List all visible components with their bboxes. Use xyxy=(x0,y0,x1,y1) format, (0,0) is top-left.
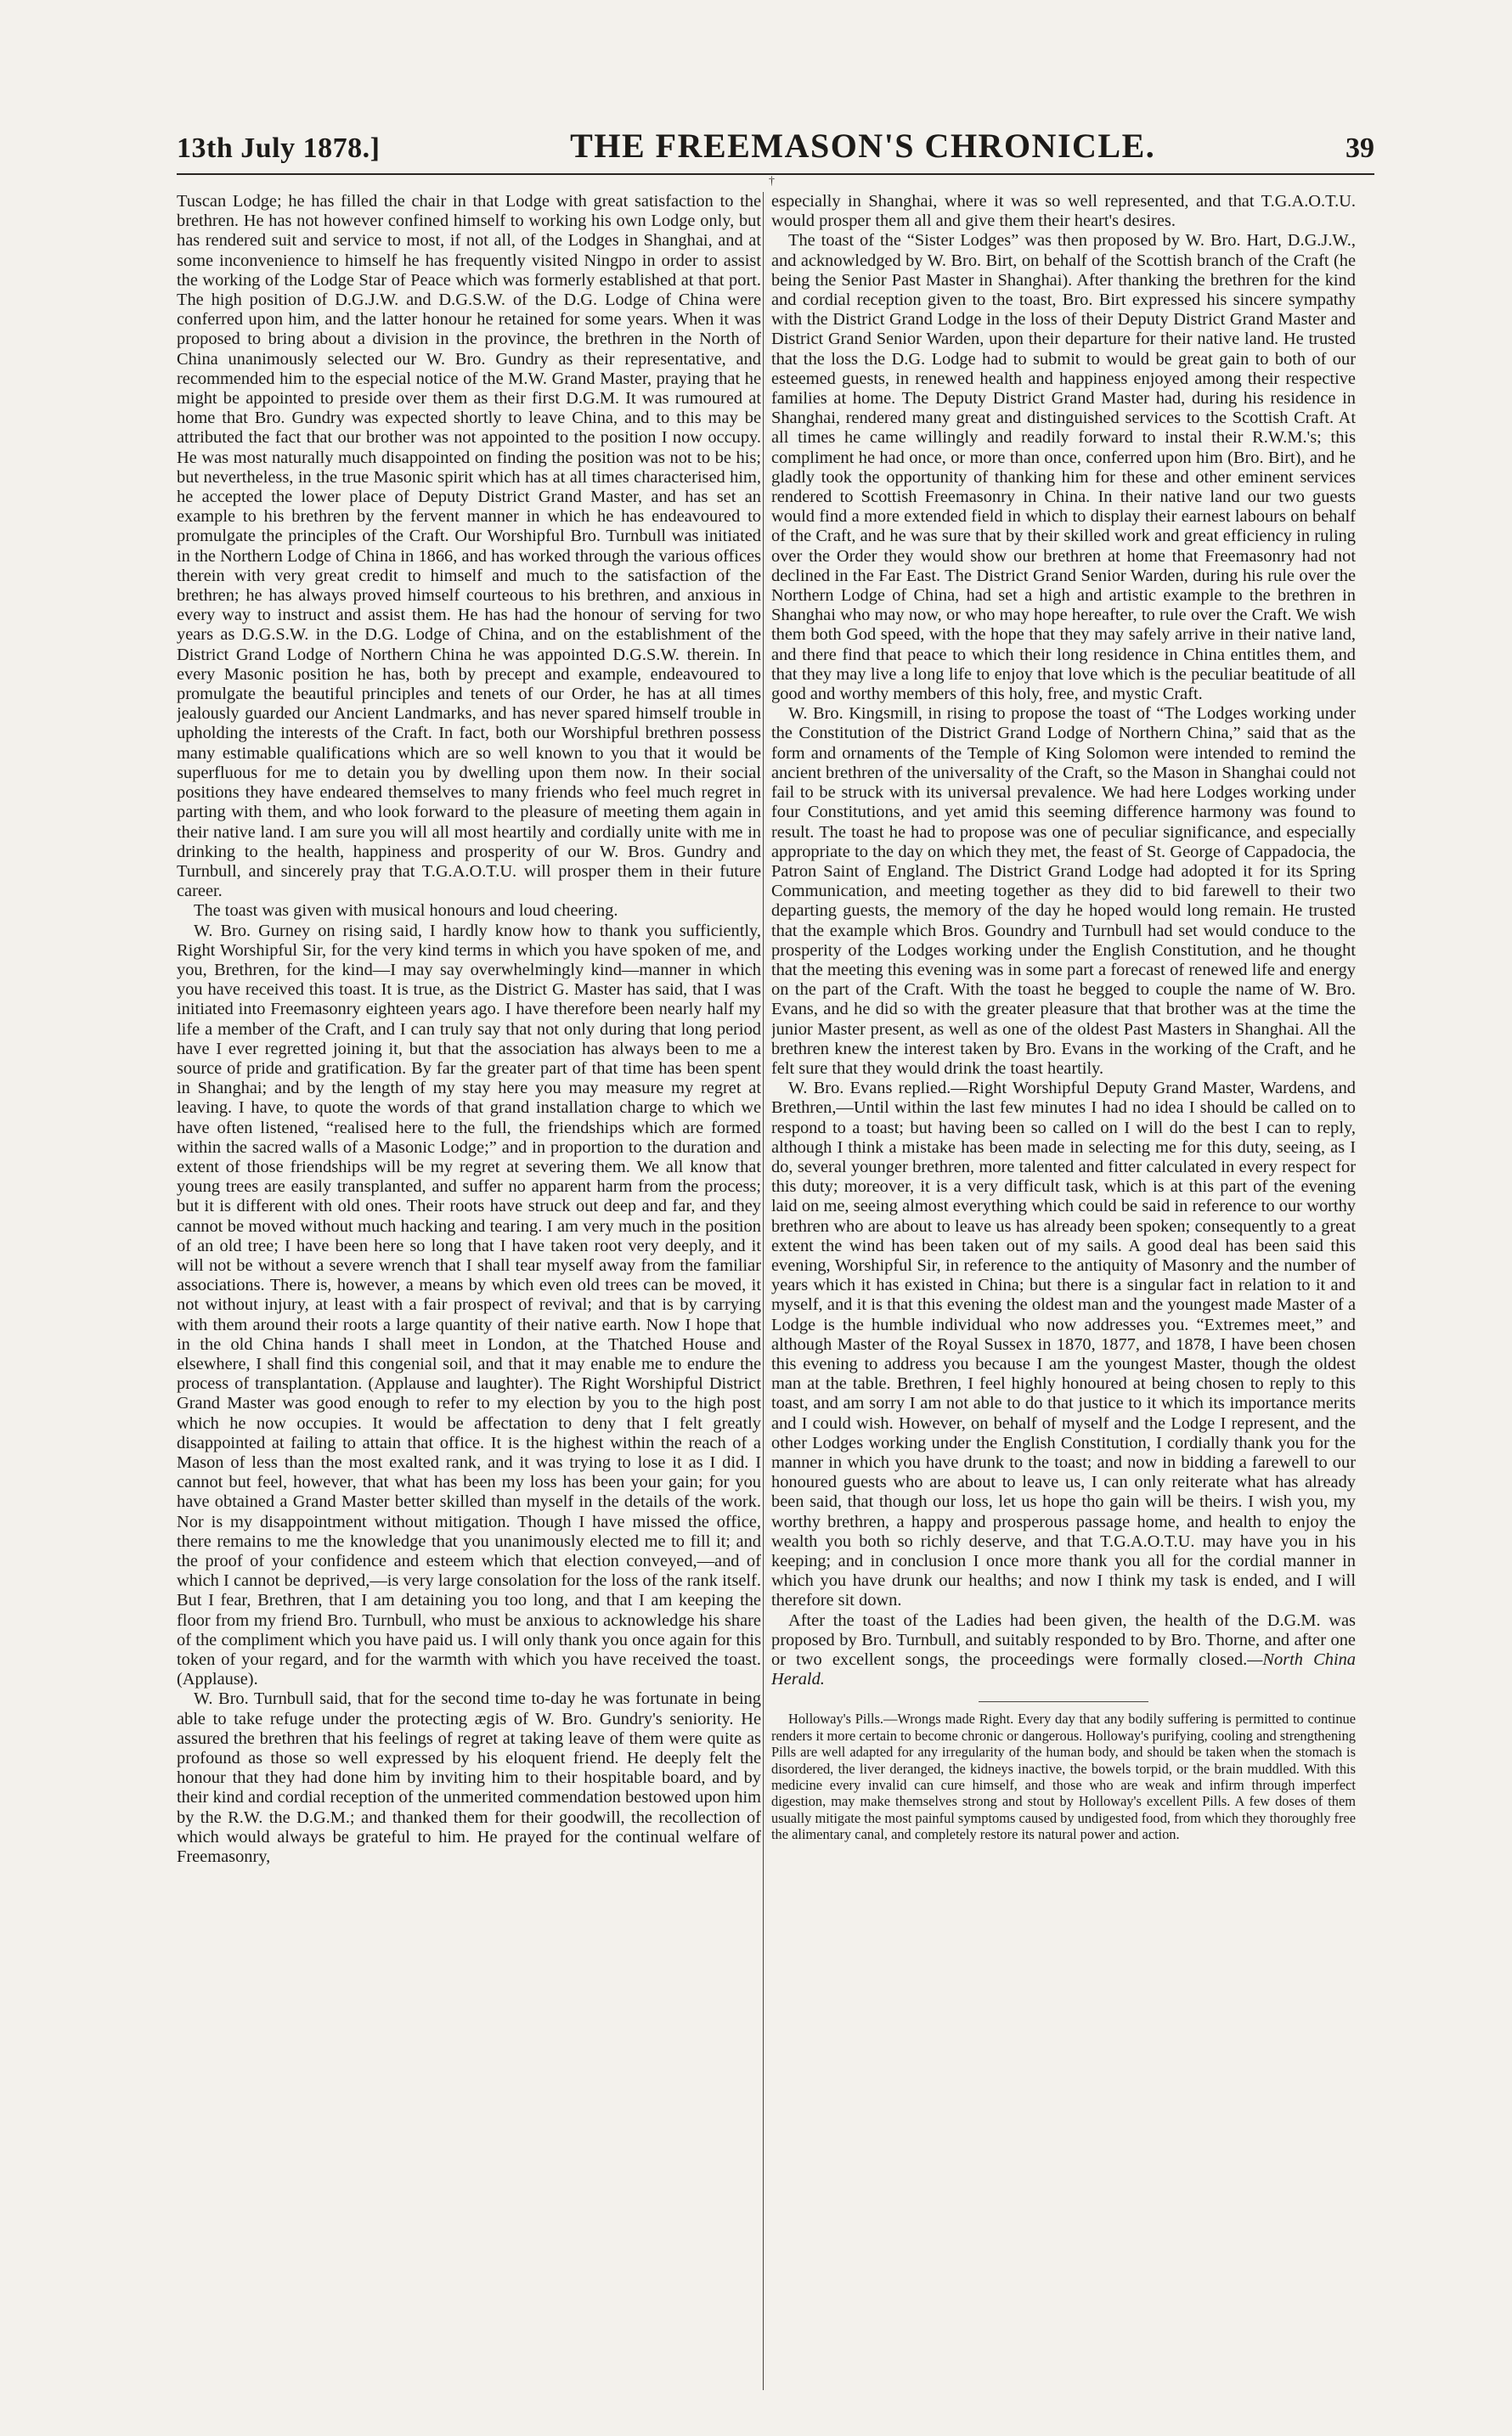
source-credit: —North China Herald. xyxy=(771,1650,1356,1689)
left-paragraph-1: Tuscan Lodge; he has filled the chair in that Lodge with great satisfaction to the brethren. He has not however confined himself to working his own Lodge only, but has rendered suit and service to most, if not all, of the Lodges in Shanghai, and at some inconvenience to himself he has frequently visited Ningpo in order to assist the working of the Lodge Star of Peace which was formerly established at that port. The high position of D.G.J.W. and D.G.S.W. of the D.G. Lodge of China were conferred upon him, and the latter honour he retained for some years. When it was proposed to bring about a division in the province, the brethren in the North of China unanimously selected our W. Bro. Gundry as their representative, and recommended him to the especial notice of the M.W. Grand Master, praying that he might be appointed to preside over them as their first D.G.M. It was rumoured at home that Bro. Gundry was expected shortly to leave China, and to this may be attributed the fact that our brother was not appointed to the position I now occupy. He was most naturally much disappointed on finding the position was not to be his; but nevertheless, in the true Masonic spirit which has at all times characterised him, he accepted the lower place of Deputy District Grand Master, and has set an example to his brethren by the fervent manner in which he has endeavoured to promulgate the principles of the Craft. Our Worshipful Bro. Turnbull was initiated in the Northern Lodge of China in 1866, and has worked through the various offices therein with very great credit to himself and much to the satisfaction of the brethren; he has always proved himself courteous to his brethren, and anxious in every way to instruct and assist them. He has had the honour of serving for two years as D.G.S.W. in the D.G. Lodge of China, and on the establishment of the District Grand Lodge of Northern China he was appointed D.G.S.W. therein. In every Masonic position he has, both by precept and example, endeavoured to promulgate the beautiful principles and tenets of our Order, he has at all times jealously guarded our Ancient Landmarks, and has never spared himself trouble in upholding the interests of the Craft. In fact, both our Worshipful brethren possess many estimable qualifications which are so well known to you that it would be superfluous for me to detain you by dwelling upon them now. In their social positions they have endeared themselves to many friends who feel much regret in parting with them, and who look forward to the pleasure of meeting them again in their native land. I am sure you will all most heartily and cordially unite with me in drinking to the health, happiness and prosperity of our W. Bros. Gundry and Turnbull, and sincerely pray that T.G.A.O.T.U. will prosper them in their future career. xyxy=(177,192,761,901)
left-paragraph-4: W. Bro. Turnbull said, that for the second time to-day he was fortunate in being able to take refuge under the protecting ægis of W. Bro. Gundry's seniority. He assured the brethren that his feelings of regret at taking leave of them were quite as profound as those so well expressed by his eloquent friend. He deeply felt the honour that they had done him by inviting him to their hospitable board, and by their kind and cordial reception of the unmerited commendation bestowed upon him by the R.W. the D.G.M.; and thanked them for their goodwill, the recollection of which would always be grateful to him. He prayed for the continual welfare of Freemasonry, xyxy=(177,1689,761,1867)
right-paragraph-3: W. Bro. Kingsmill, in rising to propose the toast of “The Lodges working under the Constitution of the District Grand Lodge of Northern China,” said that as the form and ornaments of the Temple of King Solomon were intended to remind the ancient brethren of the universality of the Craft, so the Mason in Shanghai could not fail to be struck with its universal prevalence. We had here Lodges working under four Constitutions, and yet amid this seeming difference harmony was found to result. The toast he had to propose was one of peculiar significance, and especially appropriate to the day on which they met, the feast of St. George of Cappadocia, the Patron Saint of England. The District Grand Lodge had adopted it for its Spring Communication, and meeting together as they did to bid farewell to their two departing guests, the memory of the day he hoped would long remain. He trusted that the example which Bros. Goundry and Turnbull had set would conduce to the prosperity of the Lodges working under the English Constitution, and he thought that the meeting this evening was in some part a forecast of renewed life and energy on the part of the Craft. With the toast he begged to couple the name of W. Bro. Evans, and he did so with the greater pleasure that that brother was at the time the junior Master present, as well as one of the oldest Past Masters in Shanghai. All the brethren knew the interest taken by Bro. Evans in the working of the Craft, and he felt sure that they would drink the toast heartily. xyxy=(771,704,1356,1078)
right-paragraph-2: The toast of the “Sister Lodges” was then proposed by W. Bro. Hart, D.G.J.W., and acknowledged by W. Bro. Birt, on behalf of the Scottish branch of the Craft (he being the Senior Past Master in Shanghai). After thanking the brethren for the kind and cordial reception given to the toast, Bro. Birt expressed his sincere sympathy with the District Grand Lodge in the loss of their Deputy District Grand Master and District Grand Senior Warden, upon their departure for their native land. He trusted that the loss the D.G. Lodge had to submit to would be great gain to both of our esteemed guests, in renewed health and happiness enjoyed among their respective families at home. The Deputy District Grand Master had, during his residence in Shanghai, rendered many great and distinguished services to the Scottish Craft. At all times he came willingly and readily forward to instal their R.W.M.'s; this compliment he had once, or more than once, conferred upon him (Bro. Birt), and he gladly took the opportunity of thanking him for these and other eminent services rendered to Scottish Freemasonry in China. In their native land our two guests would find a more extended field in which to display their earnest labours on behalf of the Craft, and he was sure that by their skilled work and great efficiency in ruling over the Order they would show our brethren at home that Freemasonry had not declined in the Far East. The District Grand Senior Warden, during his rule over the Northern Lodge of China, had set a high and artistic example to the brethren in Shanghai who may now, or who may hope hereafter, to rule over the Craft. We wish them both God speed, with the hope that they may safely arrive in their native land, and there find that peace to which their long residence in China entitles them, and that they may live a long life to enjoy that love which is the peculiar beatitude of all good and worthy members of this holy, free, and mystic Craft. xyxy=(771,231,1356,704)
advertisement-rule xyxy=(979,1701,1148,1702)
left-paragraph-3: W. Bro. Gurney on rising said, I hardly know how to thank you sufficiently, Right Worshipful Sir, for the very kind terms in which you have spoken of me, and you, Brethren, for the kind—I may say overwhelmingly kind—manner in which you have received this toast. It is true, as the District G. Master has said, that I was initiated into Freemasonry eighteen years ago. I have therefore been nearly half my life a member of the Craft, and I can truly say that not only during that long period have I ever regretted joining it, but that the association has always been to me a source of pride and gratification. By far the greater part of that time has been spent in Shanghai; and by the length of my stay here you may measure my regret at leaving. I have, to quote the words of that grand installation charge to which we have often listened, “realised here to the full, the friendships which are formed within the sacred walls of a Masonic Lodge;” and in proportion to the duration and extent of those friendships will be my regret at severing them. We all know that young trees are easily transplanted, and suffer no apparent harm from the process; but it is different with old ones. Their roots have struck out deep and far, and they cannot be moved without much hacking and tearing. I am very much in the position of an old tree; I have been here so long that I have taken root very deeply, and it will not be without a severe wrench that I shall tear myself away from the familiar associations. There is, however, a means by which even old trees can be moved, it not without injury, at least with a fair prospect of revival; and that is by carrying with them around their roots a large quantity of their native earth. Now I hope that in the old China hands I shall meet in London, at the Thatched House and elsewhere, I shall find this congenial soil, and that it may enable me to endure the process of transplantation. (Applause and laughter). The Right Worshipful District Grand Master was good enough to refer to my election by you to the high post which he now occupies. It would be affectation to deny that I felt greatly disappointed at failing to attain that office. It is the highest within the reach of a Mason of less than the most exalted rank, and it was trying to lose it as I did. I cannot but feel, however, that what has been my loss has been your gain; for you have obtained a Grand Master better skilled than myself in the details of the work. Nor is my disappointment without mitigation. Though I have missed the office, there remains to me the knowledge that you unanimously elected me to fill it; and the proof of your confidence and esteem which that election conveyed,—and of which I cannot be deprived,—is very large consolation for the loss of the rank itself. But I fear, Brethren, that I am detaining you too long, and that I am keeping the floor from my friend Bro. Turnbull, who must be anxious to acknowledge his share of the compliment which you have paid us. I will only thank you once again for this token of your regard, and for the warmth with which you have received the toast. (Applause). xyxy=(177,921,761,1689)
issue-date: 13th July 1878.] xyxy=(177,133,381,164)
publication-title: THE FREEMASON'S CHRONICLE. xyxy=(570,127,1156,165)
page-number: 39 xyxy=(1346,133,1374,164)
page-header xyxy=(177,126,1374,168)
closing-paragraph: After the toast of the Ladies had been given, the health of the D.G.M. was proposed by Bro. Turnbull, and suitably responded to by Bro. Thorne, and after one or two excellent songs, the proceedings were formally closed. xyxy=(771,1610,1356,1670)
right-paragraph-5 xyxy=(771,1611,1356,1690)
right-column xyxy=(771,192,1356,2390)
column-divider xyxy=(763,192,764,2390)
header-rule xyxy=(177,173,1374,175)
left-paragraph-2: The toast was given with musical honours and loud cheering. xyxy=(194,901,618,921)
header-ornament: † xyxy=(769,175,775,188)
right-paragraph-1: especially in Shanghai, where it was so well represented, and that T.G.A.O.T.U. would prosper them all and give them their heart's desires. xyxy=(771,192,1356,231)
advertisement-text: Holloway's Pills.—Wrongs made Right. Every day that any bodily suffering is permitted to continue renders it more certain to become chronic or dangerous. Holloway's purifying, cooling and strengthening Pills are well adapted for any irregularity of the human body, and should be taken when the stomach is disordered, the liver deranged, the kidneys inactive, the bowels torpid, or the brain muddled. With this medicine every invalid can cure himself, and those who are weak and infirm through imperfect digestion, may make themselves strong and stout by Holloway's excellent Pills. A few doses of them usually mitigate the most painful symptoms caused by undigested food, from which they thoroughly free the alimentary canal, and completely restore its natural power and action. xyxy=(771,1711,1356,1843)
left-column xyxy=(177,192,761,2390)
right-paragraph-4: W. Bro. Evans replied.—Right Worshipful Deputy Grand Master, Wardens, and Brethren,—Until within the last few minutes I had no idea I should be called on to respond to a toast; but having been so called on I will do the best I can to reply, although I think a mistake has been made in selecting me for this duty, seeing, as I do, several younger brethren, more talented and fitter calculated in every respect for this duty; moreover, it is a very difficult task, which is at this part of the evening laid on me, seeing almost everything which could be said in reference to our worthy brethren who are about to leave us has already been spoken; consequently to a great extent the wind has been taken out of my sails. A good deal has been said this evening, Worshipful Sir, in reference to the antiquity of Masonry and the number of years which it has existed in China; but there is a singular fact in relation to it and myself, and it is that this evening the oldest man and the youngest made Master of a Lodge is the humble individual who now addresses you. “Extremes meet,” and although Master of the Royal Sussex in 1870, 1877, and 1878, I have been chosen this evening to address you because I am the youngest Master, though the oldest man at the table. Brethren, I feel highly honoured at being chosen to reply to this toast, and am sorry I am not able to do that justice to it which its importance merits and I could wish. However, on behalf of myself and the Lodge I represent, and the other Lodges working under the English Constitution, I cordially thank you for the manner in which you have drunk to the toast; and now in bidding a farewell to our honoured guests who are about to leave us, I can only reiterate what has already been said, that though our loss, let us hope tho gain will be theirs. I wish you, my worthy brethren, a happy and prosperous passage home, and health to enjoy the wealth you both so richly deserve, and that T.G.A.O.T.U. may have you in his keeping; and in conclusion I once more thank you all for the cordial manner in which you have drunk our healths; and now I think my task is ended, and I will therefore sit down. xyxy=(771,1079,1356,1610)
